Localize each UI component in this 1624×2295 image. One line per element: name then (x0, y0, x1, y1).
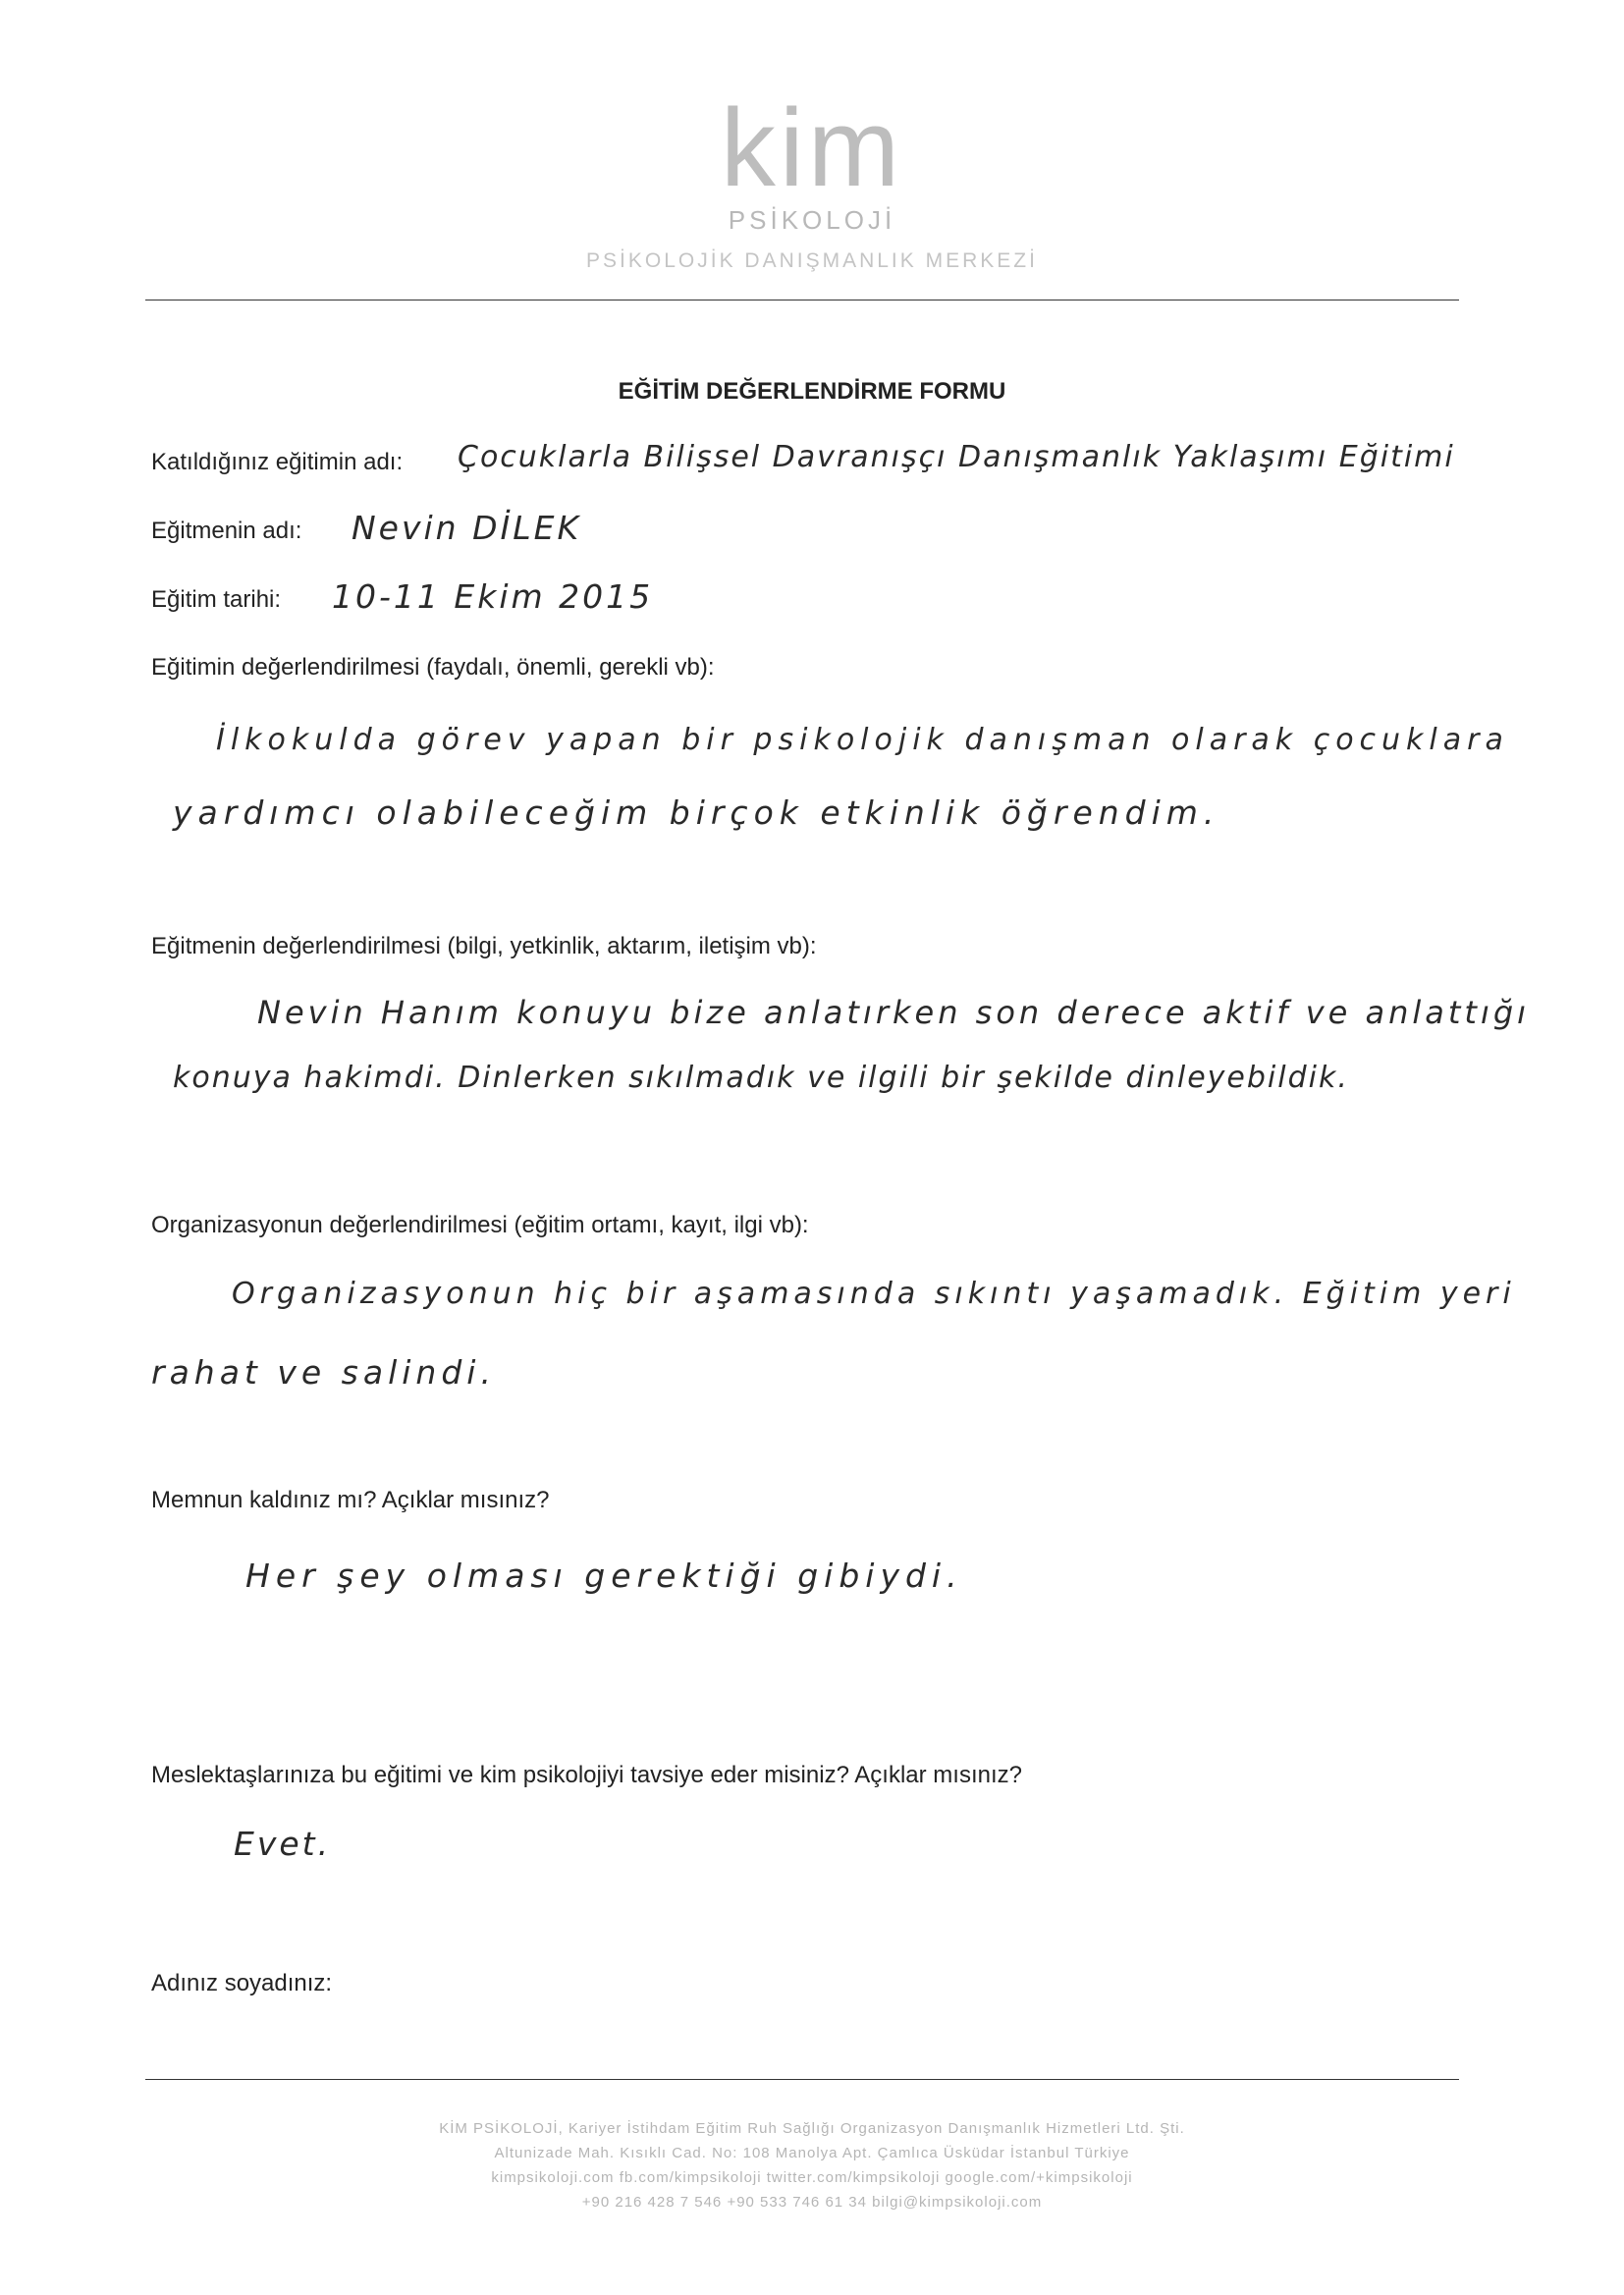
footer-company-line: KİM PSİKOLOJİ, Kariyer İstihdam Eğitim Ruh Sağlığı Organizasyon Danışmanlık Hizmetleri Ltd. Şti. (439, 2120, 1185, 2137)
company-logo (0, 86, 1624, 273)
logo-mark: kim (720, 86, 904, 209)
footer-divider (145, 2079, 1459, 2080)
trainer-evaluation-label: Eğitmenin değerlendirilmesi (bilgi, yetkinlik, aktarım, iletişim vb): (151, 933, 817, 959)
trainer-name-value: Nevin DİLEK (352, 509, 582, 547)
form-title: EĞİTİM DEĞERLENDİRME FORMU (618, 378, 1006, 405)
header-divider (145, 300, 1459, 301)
training-evaluation-line-1: İlkokulda görev yapan bir psikolojik danışman olarak çocuklara (216, 723, 1509, 757)
full-name-label: Adınız soyadınız: (151, 1970, 333, 1996)
organization-evaluation-label: Organizasyonun değerlendirilmesi (eğitim ortamı, kayıt, ilgi vb): (151, 1212, 809, 1238)
footer-address-line: Altunizade Mah. Kısıklı Cad. No: 108 Manolya Apt. Çamlıca Üsküdar İstanbul Türkiye (494, 2145, 1130, 2161)
trainer-name-label: Eğitmenin adı: (151, 518, 302, 544)
satisfaction-value: Her şey olması gerektiği gibiydi. (245, 1557, 963, 1595)
footer-web-line: kimpsikoloji.com fb.com/kimpsikoloji twitter.com/kimpsikoloji google.com/+kimpsikoloji (491, 2169, 1133, 2186)
satisfaction-label: Memnun kaldınız mı? Açıklar mısınız? (151, 1487, 550, 1513)
training-date-value: 10-11 Ekim 2015 (332, 577, 654, 616)
training-date-label: Eğitim tarihi: (151, 586, 282, 613)
training-evaluation-label: Eğitimin değerlendirilmesi (faydalı, önemli, gerekli vb): (151, 654, 715, 681)
trainer-evaluation-line-2: konuya hakimdi. Dinlerken sıkılmadık ve ilgili bir şekilde dinleyebildik. (173, 1061, 1349, 1095)
logo-tagline: PSİKOLOJİK DANIŞMANLIK MERKEZİ (586, 249, 1038, 272)
training-name-label: Katıldığınız eğitimin adı: (151, 449, 404, 475)
recommendation-label: Meslektaşlarınıza bu eğitimi ve kim psikolojiyi tavsiye eder misiniz? Açıklar mısınız? (151, 1762, 1022, 1788)
recommendation-value: Evet. (234, 1825, 332, 1863)
footer-contact-line: +90 216 428 7 546 +90 533 746 61 34 bilgi@kimpsikoloji.com (581, 2194, 1043, 2211)
footer (0, 2116, 1624, 2214)
logo-subtitle: PSİKOLOJİ (728, 205, 896, 235)
organization-evaluation-line-1: Organizasyonun hiç bir aşamasında sıkıntı yaşamadık. Eğitim yeri (232, 1277, 1516, 1311)
trainer-evaluation-line-1: Nevin Hanım konuyu bize anlatırken son derece aktif ve anlattığı (257, 994, 1531, 1031)
organization-evaluation-line-2: rahat ve salindi. (151, 1353, 496, 1392)
training-name-value: Çocuklarla Bilişsel Davranışçı Danışmanlık Yaklaşımı Eğitimi (458, 440, 1455, 474)
training-evaluation-line-2: yardımcı olabileceğim birçok etkinlik öğrendim. (173, 793, 1220, 832)
